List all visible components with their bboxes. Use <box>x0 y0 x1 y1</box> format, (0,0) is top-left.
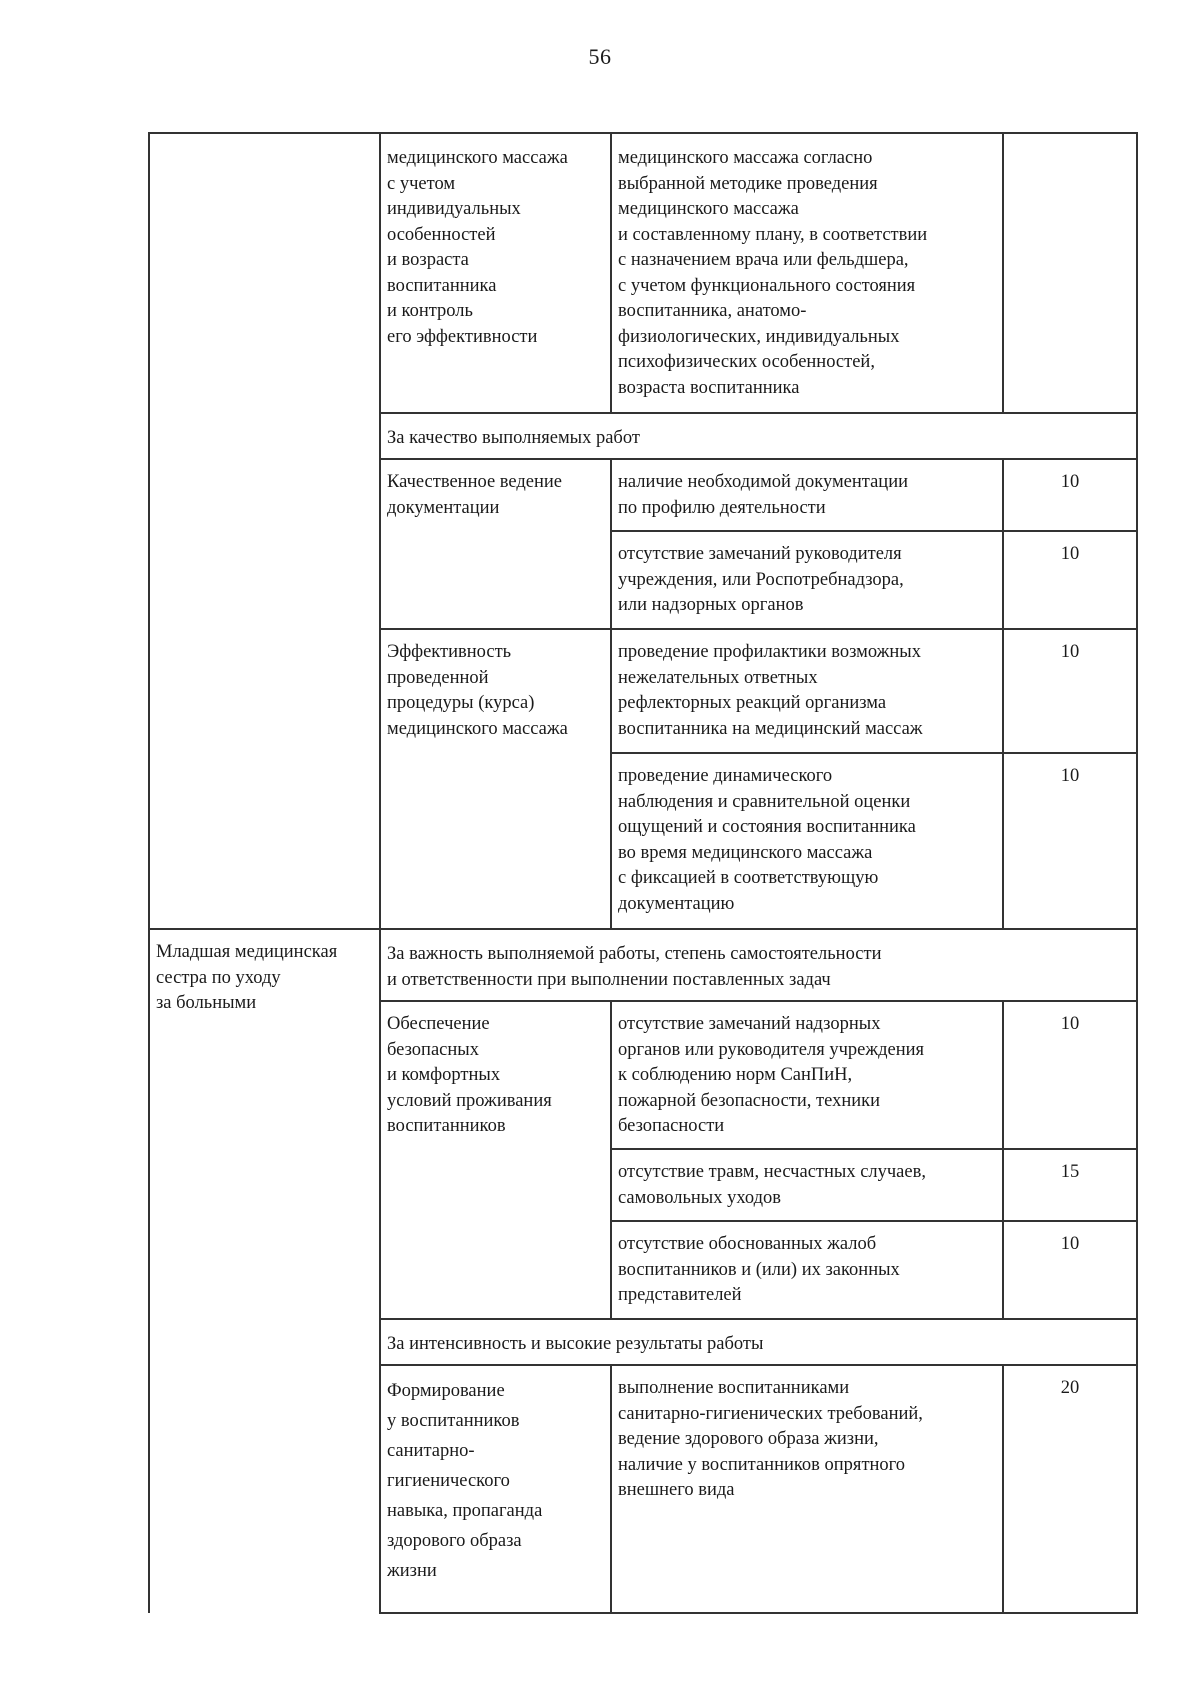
condition-cell: медицинского массажа согласно выбранной методике проведения медицинского массажа и составленному плану, в соответствии с назначением врача или фельдшера, с учетом функционального состояния воспитанника, анатомо- физиологических, индивидуальных психофизических особенностей, возраста воспитанника <box>611 133 1003 413</box>
criteria-table-continued <box>148 928 1138 1614</box>
points-cell: 10 <box>1003 753 1137 929</box>
points-cell: 10 <box>1003 531 1137 629</box>
condition-cell: проведение динамического наблюдения и сравнительной оценки ощущений и состояния воспитанника во время медицинского массажа с фиксацией в соответствующую документацию <box>611 753 1003 929</box>
points-cell: 20 <box>1003 1365 1137 1613</box>
table-row <box>149 133 1137 413</box>
section-heading-quality: За качество выполняемых работ <box>380 413 1137 459</box>
criterion-cell: Обеспечение безопасных и комфортных условий проживания воспитанников <box>380 1001 611 1319</box>
criterion-cell: медицинского массажа с учетом индивидуальных особенностей и возраста воспитанника и контроль его эффективности <box>380 133 611 413</box>
points-cell: 10 <box>1003 629 1137 753</box>
section-heading-intensity: За интенсивность и высокие результаты работы <box>380 1319 1137 1365</box>
condition-cell: отсутствие замечаний руководителя учреждения, или Роспотребнадзора, или надзорных органов <box>611 531 1003 629</box>
condition-cell: наличие необходимой документации по профилю деятельности <box>611 459 1003 531</box>
criteria-table <box>148 132 1138 930</box>
criteria-table-wrapper <box>148 132 1138 1614</box>
position-cell-empty <box>149 133 380 929</box>
position-cell: Младшая медицинская сестра по уходу за больными <box>149 929 380 1613</box>
points-cell <box>1003 133 1137 413</box>
points-cell: 10 <box>1003 459 1137 531</box>
points-cell: 10 <box>1003 1221 1137 1319</box>
points-cell: 15 <box>1003 1149 1137 1221</box>
condition-cell: выполнение воспитанниками санитарно-гигиенических требований, ведение здорового образа жизни, наличие у воспитанников опрятного внешнего вида <box>611 1365 1003 1613</box>
section-row <box>149 929 1137 1001</box>
condition-cell: проведение профилактики возможных нежелательных ответных рефлекторных реакций организма воспитанника на медицинский массаж <box>611 629 1003 753</box>
criterion-cell: Эффективность проведенной процедуры (курса) медицинского массажа <box>380 629 611 929</box>
condition-cell: отсутствие обоснованных жалоб воспитанников и (или) их законных представителей <box>611 1221 1003 1319</box>
condition-cell: отсутствие травм, несчастных случаев, самовольных уходов <box>611 1149 1003 1221</box>
points-cell: 10 <box>1003 1001 1137 1149</box>
condition-cell: отсутствие замечаний надзорных органов или руководителя учреждения к соблюдению норм СанПиН, пожарной безопасности, техники безопасности <box>611 1001 1003 1149</box>
criterion-cell: Качественное ведение документации <box>380 459 611 629</box>
page-number: 56 <box>588 44 612 69</box>
criterion-cell: Формирование у воспитанников санитарно- гигиенического навыка, пропаганда здорового образа жизни <box>380 1365 611 1613</box>
section-heading-importance: За важность выполняемой работы, степень самостоятельности и ответственности при выполнении поставленных задач <box>380 929 1137 1001</box>
